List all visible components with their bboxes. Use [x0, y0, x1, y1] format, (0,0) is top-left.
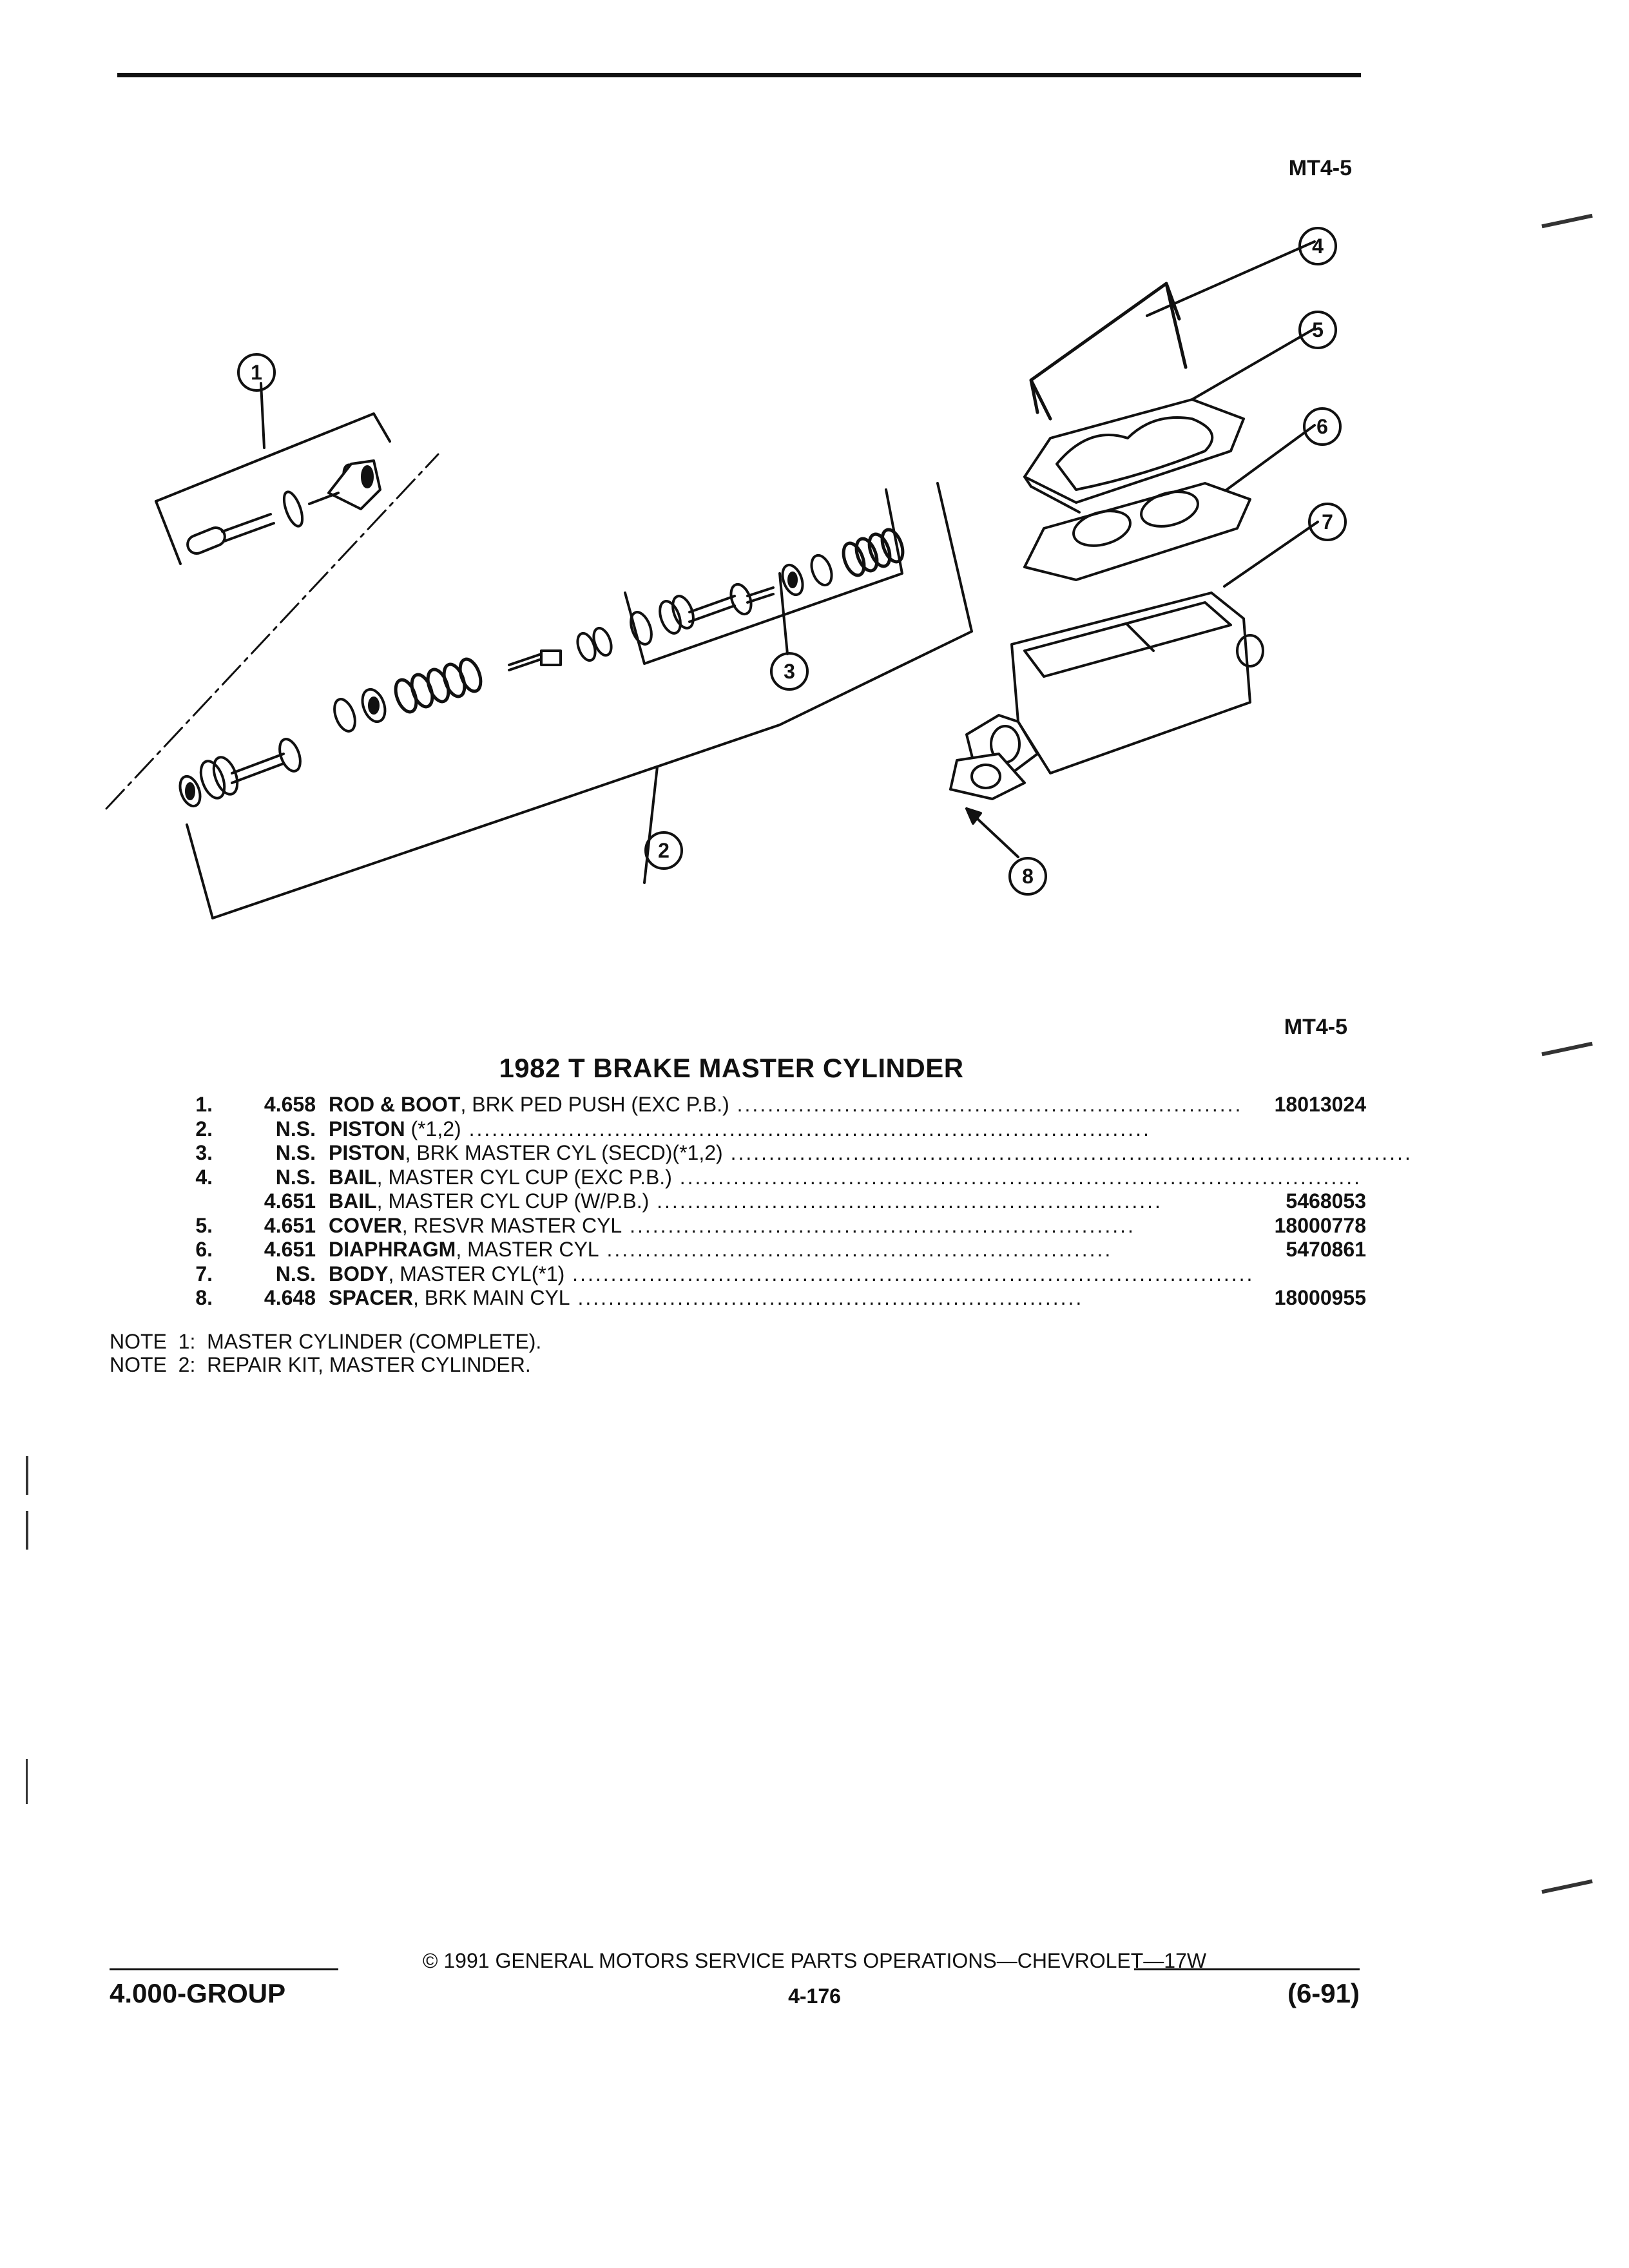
list-item [168, 1238, 1366, 1262]
leader-7 [1224, 522, 1318, 586]
list-item [168, 1189, 1366, 1214]
part-detail: , MASTER CYL CUP (W/P.B.) [376, 1189, 650, 1213]
footer-copyright: © 1991 GENERAL MOTORS SERVICE PARTS OPERATIONS—CHEVROLET—17W [422, 1949, 1207, 1972]
part-name: BAIL [329, 1189, 377, 1213]
leader-5 [1192, 329, 1315, 399]
parts-list [168, 1093, 1412, 1311]
group-number: N.S. [275, 1141, 316, 1164]
part-detail: , BRK MASTER CYL (SECD)(*1,2) [405, 1141, 723, 1164]
group-number: N.S. [275, 1117, 316, 1140]
bracket-item-3 [625, 490, 902, 664]
part-number: 5470861 [1277, 1238, 1366, 1262]
item-number: 3. [195, 1141, 213, 1164]
bail-part [1031, 284, 1186, 419]
part-detail: , MASTER CYL [456, 1238, 599, 1261]
part-name: COVER [329, 1213, 402, 1237]
footer-group: 4.000-GROUP [110, 1978, 286, 2008]
part-detail: , RESVR MASTER CYL [401, 1213, 622, 1237]
callout-7-label: 7 [1322, 510, 1333, 533]
callout-2 [644, 831, 683, 870]
scan-mark [26, 1759, 28, 1804]
note-1: NOTE 1: MASTER CYLINDER (COMPLETE). [110, 1330, 542, 1353]
list-item [168, 1117, 1366, 1142]
group-number: 4.648 [264, 1286, 316, 1309]
item-number: 1. [195, 1093, 213, 1116]
primary-piston-part [177, 626, 615, 809]
item-number: 2. [195, 1117, 213, 1140]
part-description: BAIL, MASTER CYL CUP (W/P.B.) .................................................................. [329, 1189, 1162, 1213]
callout-4 [1298, 227, 1337, 265]
callout-4-label: 4 [1312, 235, 1324, 258]
callout-6 [1303, 407, 1342, 446]
callout-1 [237, 353, 276, 392]
section-title: 1982 T BRAKE MASTER CYLINDER [499, 1053, 964, 1083]
callout-8-label: 8 [1022, 865, 1034, 888]
footer-date: (6-91) [1287, 1978, 1360, 2008]
part-detail: , BRK MAIN CYL [412, 1286, 570, 1309]
callout-7 [1308, 503, 1347, 541]
callout-3-label: 3 [784, 660, 795, 683]
callout-5-label: 5 [1312, 318, 1324, 341]
figure-code-top: MT4-5 [1288, 156, 1352, 180]
list-item [168, 1166, 1366, 1190]
note-2: NOTE 2: REPAIR KIT, MASTER CYLINDER. [110, 1353, 531, 1376]
group-number: N.S. [275, 1262, 316, 1285]
item-number: 8. [195, 1286, 213, 1309]
part-name: DIAPHRAGM [329, 1238, 456, 1261]
part-name: BODY [329, 1262, 389, 1285]
list-item [168, 1141, 1412, 1166]
leader-1 [261, 383, 264, 448]
callout-5 [1298, 311, 1337, 349]
group-number: 4.658 [264, 1093, 316, 1116]
scan-mark [1541, 1042, 1592, 1057]
master-cylinder-body-part [967, 593, 1263, 773]
exploded-view-diagram [97, 206, 1385, 966]
item-number: 7. [195, 1262, 213, 1285]
part-description: DIAPHRAGM, MASTER CYL .................................................................. [329, 1238, 1113, 1261]
part-detail: , MASTER CYL CUP (EXC P.B.) [376, 1165, 672, 1189]
part-detail: (*1,2) [405, 1117, 461, 1140]
part-detail: , MASTER CYL(*1) [388, 1262, 565, 1285]
part-name: PISTON [329, 1117, 405, 1140]
part-description: PISTON, BRK MASTER CYL (SECD)(*1,2) ......................................................................................... [329, 1141, 1412, 1164]
list-item [168, 1286, 1366, 1311]
callout-3 [770, 652, 809, 691]
part-number: 18000778 [1266, 1214, 1366, 1238]
part-description: PISTON (*1,2) ......................................................................................... [329, 1117, 1151, 1140]
part-description: BODY, MASTER CYL(*1) ......................................................................................... [329, 1262, 1255, 1285]
scan-mark [1541, 214, 1592, 229]
part-description: SPACER, BRK MAIN CYL .................................................................. [329, 1286, 1084, 1309]
group-number: 4.651 [264, 1238, 316, 1261]
list-item [168, 1093, 1366, 1117]
group-number: 4.651 [264, 1189, 316, 1213]
item-number: 4. [195, 1165, 213, 1189]
list-item [168, 1262, 1366, 1287]
part-description: COVER, RESVR MASTER CYL .................................................................. [329, 1213, 1135, 1237]
list-item [168, 1214, 1366, 1238]
group-number: 4.651 [264, 1213, 316, 1237]
diaphragm-part [1025, 483, 1250, 580]
callout-8 [1008, 857, 1047, 896]
top-rule [117, 73, 1361, 77]
part-number: 5468053 [1277, 1189, 1366, 1214]
callout-6-label: 6 [1316, 415, 1328, 438]
scan-mark [26, 1511, 28, 1550]
part-number: 18013024 [1266, 1093, 1366, 1117]
bracket-item-2 [106, 454, 438, 809]
part-description: BAIL, MASTER CYL CUP (EXC P.B.) ......................................................................................... [329, 1165, 1362, 1189]
group-number: N.S. [275, 1165, 316, 1189]
figure-code-bottom: MT4-5 [1284, 1015, 1347, 1039]
callout-1-label: 1 [251, 361, 262, 384]
part-number: 18000955 [1266, 1286, 1366, 1311]
item-number: 6. [195, 1238, 213, 1261]
part-description: ROD & BOOT, BRK PED PUSH (EXC P.B.) .................................................................. [329, 1093, 1243, 1116]
rod-and-boot-part [185, 461, 380, 556]
scan-mark [1541, 1879, 1592, 1894]
notes [110, 1330, 541, 1376]
item-number: 5. [195, 1213, 213, 1237]
part-detail: , BRK PED PUSH (EXC P.B.) [460, 1093, 729, 1116]
page-number: 4-176 [788, 1984, 841, 2008]
callout-2-label: 2 [658, 839, 670, 862]
part-name: ROD & BOOT [329, 1093, 461, 1116]
scan-mark [26, 1456, 28, 1495]
part-name: SPACER [329, 1286, 413, 1309]
part-name: PISTON [329, 1141, 405, 1164]
part-name: BAIL [329, 1165, 377, 1189]
